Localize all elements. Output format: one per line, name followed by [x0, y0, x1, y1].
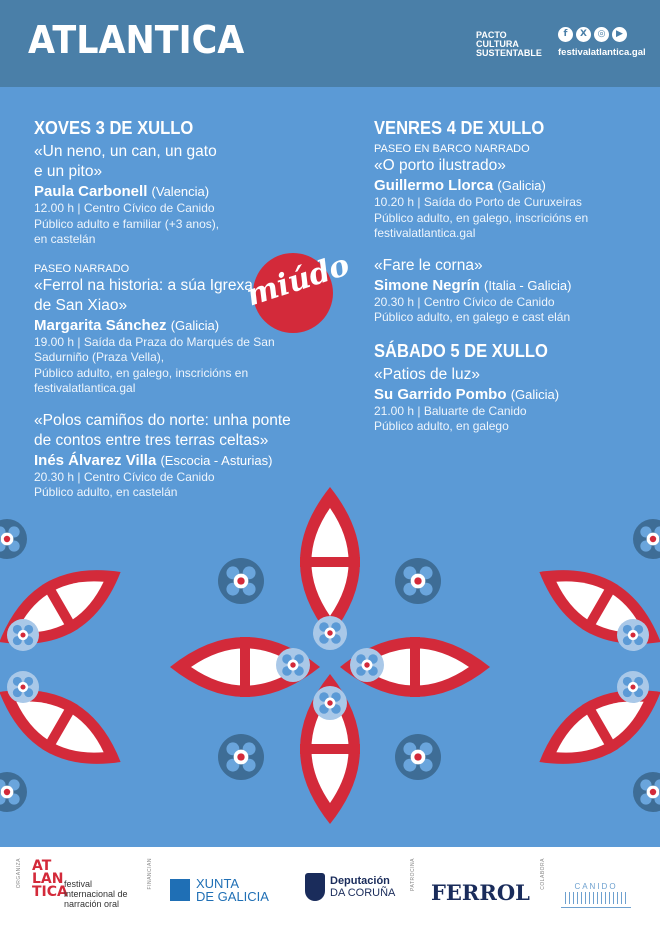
canido-skyline-icon — [565, 892, 627, 904]
day-heading: XOVES 3 DE XULLO — [34, 118, 194, 138]
performer — [34, 182, 334, 201]
logo-line: TICA — [32, 884, 68, 900]
event — [374, 365, 644, 435]
left-column — [34, 117, 334, 515]
event-title: e un pito» — [34, 163, 103, 180]
event — [34, 262, 334, 397]
flower-center — [650, 536, 656, 542]
flower-center — [364, 662, 369, 667]
footer-label-organiza: ORGANIZA — [16, 858, 22, 889]
festival-logo: ATLANTICA — [28, 18, 245, 62]
performer-name: Margarita Sánchez — [34, 316, 167, 334]
xunta-line: DE GALICIA — [196, 889, 269, 904]
event-info: Sadurniño (Praza Vella), — [34, 350, 165, 364]
event-info: 20.30 h | Centro Cívico de Canido — [374, 294, 555, 309]
youtube-icon[interactable]: ▶ — [612, 27, 627, 42]
day-heading: VENRES 4 DE XULLO — [374, 118, 545, 138]
performer-origin: (Galicia) — [510, 386, 560, 402]
deputacion-shield-icon — [305, 873, 325, 901]
event-title: «Un neno, un can, un gato — [34, 143, 217, 160]
facebook-icon[interactable]: f — [558, 27, 573, 42]
event-info: Público adulto, en galego, inscricións en — [34, 365, 249, 380]
deputacion-text — [330, 875, 395, 899]
flower-center — [237, 577, 244, 584]
atlantica-footer-text — [64, 879, 128, 909]
flower-center — [650, 789, 656, 795]
canido-text: CANIDO — [574, 882, 618, 891]
day-heading: SÁBADO 5 DE XULLO — [374, 340, 548, 361]
performer — [34, 451, 334, 470]
event-kind: PASEO EN BARCO NARRADO — [374, 143, 530, 155]
flower-center — [4, 536, 10, 542]
canido-logo — [561, 882, 631, 908]
performer-name: Inés Álvarez Villa — [34, 451, 157, 469]
event — [34, 142, 334, 248]
event — [34, 411, 334, 501]
performer-origin: (Galicia) — [170, 317, 220, 333]
xunta-text — [196, 877, 269, 903]
flower-center — [630, 632, 635, 637]
pacto-line: CULTURA — [476, 39, 519, 49]
flower-center — [4, 789, 10, 795]
performer-name: Guillermo Llorca — [374, 177, 494, 194]
miudo-label: miúdo — [242, 247, 354, 314]
performer-name: Su Garrido Pombo — [374, 385, 507, 403]
event — [374, 256, 644, 326]
pacto-line: SUSTENTABLE — [476, 48, 542, 58]
flower-center — [327, 630, 332, 635]
xunta-logo — [170, 877, 269, 903]
logo-text-line: festival — [64, 879, 93, 889]
website-link[interactable]: festivalatlantica.gal — [558, 47, 646, 58]
social-links — [558, 27, 627, 42]
flower-center — [290, 662, 295, 667]
event-info: Público adulto e familiar (+3 anos), — [34, 216, 220, 231]
performer-name: Paula Carbonell — [34, 183, 148, 200]
event-title: «O porto ilustrado» — [374, 157, 506, 174]
logo-text-line: narración oral — [64, 899, 120, 909]
event-info: 21.00 h | Baluarte de Canido — [374, 403, 527, 418]
instagram-icon[interactable]: ◎ — [594, 27, 609, 42]
performer-origin: (Escocia - Asturias) — [160, 452, 273, 468]
atlantica-footer-logo — [32, 858, 68, 900]
event-info: festivalatlantica.gal — [34, 381, 136, 395]
xunta-emblem-icon — [170, 879, 190, 901]
logo-line: LAN — [32, 871, 64, 887]
footer-label-financian: FINANCIAN — [147, 858, 153, 890]
event-info: festivalatlantica.gal — [374, 226, 476, 240]
deputacion-logo — [305, 873, 395, 901]
program-area — [0, 87, 660, 847]
event-info: 20.30 h | Centro Cívico de Canido — [34, 469, 215, 484]
footer-label-patrocina: PATROCINA — [410, 858, 416, 891]
logo-line: AT — [32, 858, 52, 874]
header-bar — [0, 0, 660, 87]
performer — [374, 385, 644, 404]
event-info: Público adulto, en galego — [374, 419, 509, 433]
event-title: de San Xiao» — [34, 296, 128, 314]
deputacion-line: Deputación — [330, 875, 390, 887]
flower-center — [237, 753, 244, 760]
event-kind: PASEO NARRADO — [34, 262, 130, 275]
event-title: «Patios de luz» — [374, 365, 480, 383]
deputacion-line: DA CORUÑA — [330, 887, 396, 899]
event-title: de contos entre tres terras celtas» — [34, 431, 269, 449]
event-info: 10.20 h | Saída do Porto de Curuxeiras — [374, 195, 582, 209]
logo-text-line: internacional de — [64, 889, 128, 899]
flower-center — [20, 684, 25, 689]
event-title: «Fare le corna» — [374, 256, 483, 274]
pacto-cultura-sustentable — [476, 31, 542, 58]
event-info: Público adulto, en galego, inscricións en — [374, 210, 589, 225]
x-icon[interactable]: X — [576, 27, 591, 42]
event-title: «Ferrol na historia: a súa Igrexa — [34, 276, 253, 294]
flower-center — [414, 577, 421, 584]
event-info: en castelán — [34, 232, 96, 246]
pacto-line: PACTO — [476, 30, 507, 40]
performer — [374, 176, 644, 195]
performer-origin: (Italia - Galicia) — [484, 277, 572, 293]
performer-origin: (Galicia) — [497, 178, 546, 193]
performer — [34, 316, 334, 335]
event-info: Público adulto, en galego e cast elán — [374, 310, 571, 324]
performer-name: Simone Negrín — [374, 276, 480, 294]
event-title: «Polos camiños do norte: unha ponte — [34, 411, 291, 429]
flower-center — [414, 753, 421, 760]
event-info: Público adulto, en castelán — [34, 485, 178, 499]
flower-center — [20, 632, 25, 637]
performer-origin: (Valencia) — [151, 184, 210, 199]
flower-center — [327, 700, 332, 705]
event — [374, 142, 644, 242]
ferrol-logo: FERROL — [431, 880, 530, 905]
xunta-line: XUNTA — [196, 876, 240, 891]
performer — [374, 276, 644, 295]
event-info: 19.00 h | Saída da Praza do Marqués de San — [34, 334, 275, 349]
footer-label-colabora: COLABORA — [540, 858, 546, 890]
right-column — [374, 117, 644, 449]
event-info: 12.00 h | Centro Cívico de Canido — [34, 201, 215, 215]
flower-center — [630, 684, 635, 689]
